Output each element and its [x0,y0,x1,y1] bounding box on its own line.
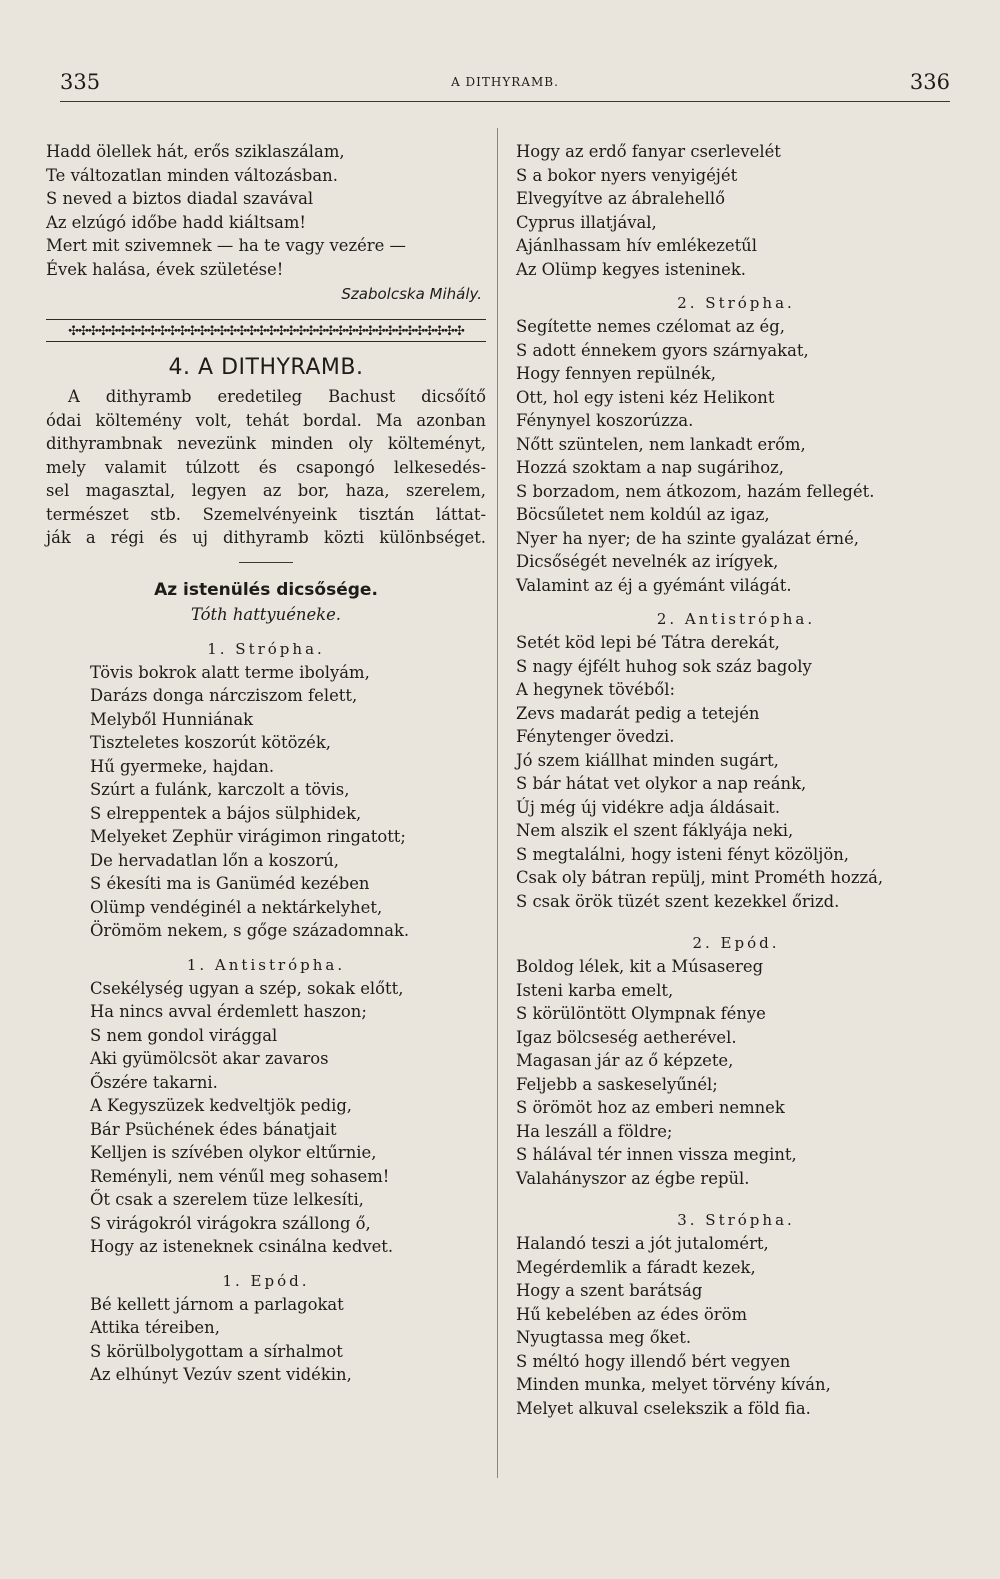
page-number-right: 336 [909,70,950,94]
verse-line: Bár Psüchének édes bánatjait [90,1119,337,1139]
verse-line: S körülöntött Olympnak fénye [516,1004,766,1023]
verse-line: Melyeket Zephür virágimon ringatott; [90,827,406,846]
verse-line: Ajánlhassam hív emlékezetűl [516,236,757,255]
verse-line: Évek halása, évek születése! [46,259,284,279]
verse-line: Kelljen is szívében olykor eltűrnie, [90,1143,377,1162]
verse-line: Hogy fennyen repülnék, [516,364,716,383]
verse-line: Cyprus illatjával, [516,212,657,232]
verse-line: Örömöm nekem, s gőge századomnak. [90,921,410,940]
verse-line: Darázs donga nárcziszom felett, [90,686,358,705]
verse-line: Nyugtassa meg őket. [516,1328,692,1347]
decorative-divider [46,319,486,343]
verse-line: Boldog lélek, kit a Músasereg [516,957,764,976]
verse-line: Aki gyümölcsöt akar zavaros [90,1049,329,1068]
antistrophe-heading: 1. Antistrópha. [186,955,346,974]
left-column [46,140,486,1387]
running-title: A DITHYRAMB. [451,75,559,89]
verse-line: Isteni karba emelt, [516,980,674,1000]
right-column [516,140,956,1420]
verse-line: Nőtt szüntelen, nem lankadt erőm, [516,434,806,454]
paragraph-line: dithyrambnak nevezünk minden oly költeményt, [46,434,486,453]
strophe-heading: 2. Strópha. [677,294,795,312]
verse-line: Csak oly bátran repülj, mint Prométh hozzá, [516,868,884,887]
verse-line: Dicsőségét nevelnék az irígyek, [516,552,779,571]
verse-line: Bé kellett járnom a parlagokat [90,1294,344,1314]
verse-line: Attika téreiben, [90,1318,220,1337]
verse-line: Valamint az éj a gyémánt világát. [516,575,792,595]
epod-heading: 1. Epód. [222,1271,310,1290]
verse-line: Segítette nemes czélomat az ég, [516,317,785,336]
verse-line: S örömöt hoz az emberi nemnek [516,1098,785,1117]
verse-line: Te változatlan minden változásban. [46,165,338,185]
verse-line: Mert mit szivemnek — ha te vagy vezére — [46,236,406,255]
verse-line: Hű gyermeke, hajdan. [90,756,275,776]
antistrophe-heading: 2. Antistrópha. [656,610,816,628]
verse-line: Ott, hol egy isteni kéz Helikont [516,387,775,407]
verse-line: S bár hátat vet olykor a nap reánk, [516,774,807,793]
verse-line: Minden munka, melyet törvény kíván, [516,1375,831,1394]
ornament-rule-bottom [46,341,486,342]
verse-line: Hadd ölellek hát, erős sziklaszálam, [46,142,345,161]
poem-title: Az istenülés dicsősége. [154,579,378,600]
verse-line: S méltó hogy illendő bért vegyen [516,1351,791,1371]
verse-line: Reményli, nem vénűl meg sohasem! [90,1166,390,1186]
page-header [60,70,950,100]
verse-line: Őszére takarni. [90,1072,218,1092]
verse-line: A Kegyszüzek kedveltjök pedig, [90,1096,353,1115]
verse-line: Hogy az erdő fanyar cserlevelét [516,142,781,161]
strophe-heading: 1. Strópha. [207,639,325,658]
verse-line: Az elhúnyt Vezúv szent vidékin, [90,1365,352,1384]
verse-line: Szúrt a fulánk, karczolt a tövis, [90,780,350,799]
paragraph-line: sel magasztal, legyen az bor, haza, szerelem, [46,481,486,500]
verse-line: Melyet alkuval cselekszik a föld fia. [516,1398,811,1418]
antistrophe-2 [516,631,956,913]
verse-line: Az Olümp kegyes isteninek. [516,259,747,279]
verse-line: S borzadom, nem átkozom, hazám fellegét. [516,481,875,501]
verse-line: Csekélység ugyan a szép, sokak előtt, [90,978,404,998]
verse-line: S a bokor nyers venyigéjét [516,165,738,185]
epod-heading: 2. Epód. [692,934,780,952]
verse-line: Melyből Hunniának [90,709,254,729]
verse-line: S neved a biztos diadal szavával [46,189,314,208]
verse-line: Nyer ha nyer; de ha szinte gyalázat érné, [516,528,859,548]
epod-2 [516,955,956,1190]
verse-line: S nem gondol virággal [90,1025,278,1045]
epod-1 [46,1293,486,1387]
poem-author: Tóth hattyuéneke. [191,604,341,624]
ornament-rule-top [46,319,486,320]
page-number-left: 335 [60,70,101,94]
verse-line: Setét köd lepi bé Tátra derekát, [516,633,780,652]
section-title: 4. A DITHYRAMB. [168,355,364,380]
verse-line: Nem alszik el szent fáklyája neki, [516,821,794,840]
verse-line: S ékesíti ma is Ganüméd kezében [90,874,370,893]
paragraph-line: A dithyramb eredetileg Bachust dicsőítő [68,387,486,406]
poem-ending [46,140,486,281]
verse-line: Új még új vidékre adja áldásait. [516,797,781,817]
verse-line: S csak örök tüzét szent kezekkel őrizd. [516,891,840,911]
verse-line: S nagy éjfélt huhog sok száz bagoly [516,656,812,676]
verse-line: S hálával tér innen vissza megint, [516,1145,797,1164]
strophe-3 [516,1232,956,1420]
verse-line: Hű kebelében az édes öröm [516,1304,748,1324]
verse-line: S elreppentek a bájos sülphidek, [90,803,362,823]
verse-line: Olümp vendéginél a nektárkelyhet, [90,897,383,917]
verse-line: S körülbolygottam a sírhalmot [90,1341,343,1361]
short-divider [239,562,293,563]
verse-line: Tiszteletes koszorút kötözék, [90,733,331,752]
header-rule [60,101,950,102]
verse-line: Ha leszáll a földre; [516,1121,673,1141]
verse-line: Halandó teszi a jót jutalomért, [516,1234,769,1253]
intro-paragraph [46,385,486,550]
author-signature: Szabolcska Mihály. [341,285,482,303]
column-divider [497,128,498,1478]
verse-line: Őt csak a szerelem tüze lelkesíti, [90,1190,364,1209]
verse-line: Megérdemlik a fáradt kezek, [516,1257,756,1277]
verse-line: A hegynek tövéből: [516,680,675,699]
strophe-2 [516,315,956,597]
verse-line: Hozzá szoktam a nap sugárihoz, [516,458,784,477]
verse-line: Az elzúgó időbe hadd kiáltsam! [46,212,307,232]
strophe-heading: 3. Strópha. [677,1211,795,1229]
verse-line: Magasan jár az ő képzete, [516,1051,734,1070]
verse-line: S virágokról virágokra szállong ő, [90,1213,371,1233]
verse-line: Tövis bokrok alatt terme ibolyám, [90,662,370,682]
paragraph-line: ódai költemény volt, tehát bordal. Ma azonban [46,410,486,430]
verse-line: Hogy az isteneknek csinálna kedvet. [90,1237,394,1256]
verse-line: Feljebb a saskeselyűnél; [516,1074,718,1094]
verse-line: S adott énnekem gyors szárnyakat, [516,340,809,360]
verse-line: Jó szem kiállhat minden sugárt, [516,750,779,770]
verse-line: Elvegyítve az ábralehellő [516,189,725,208]
paragraph-line: mely valamit túlzott és csapongó lelkesedés- [46,457,486,477]
verse-line: Igaz bölcseség aetherével. [516,1027,737,1047]
strophe-1 [46,661,486,943]
verse-line: Fénynyel koszorúzza. [516,411,694,430]
paragraph-line: ják a régi és uj dithyramb közti különbséget. [46,528,486,547]
ornament-pattern: ✣✣✣✣✣✣✣✣✣✣✣✣✣✣✣✣✣✣✣✣✣✣✣✣✣✣✣✣✣✣✣✣✣✣✣✣✣✣✣✣ [68,325,464,339]
antistrophe-1 [46,977,486,1259]
paragraph-line: természet stb. Szemelvényeink tisztán láttat- [46,504,486,524]
verse-line: S megtalálni, hogy isteni fényt közöljön, [516,844,849,864]
verse-line: Valahányszor az égbe repül. [516,1168,750,1188]
verse-line: Ha nincs avval érdemlett haszon; [90,1002,367,1021]
verse-line: Hogy a szent barátság [516,1281,703,1300]
epod-1-continued [516,140,956,281]
verse-line: De hervadatlan lőn a koszorú, [90,850,339,870]
verse-line: Zevs madarát pedig a tetején [516,703,760,723]
verse-line: Böcsűletet nem koldúl az igaz, [516,505,770,524]
verse-line: Fénytenger övedzi. [516,727,675,746]
